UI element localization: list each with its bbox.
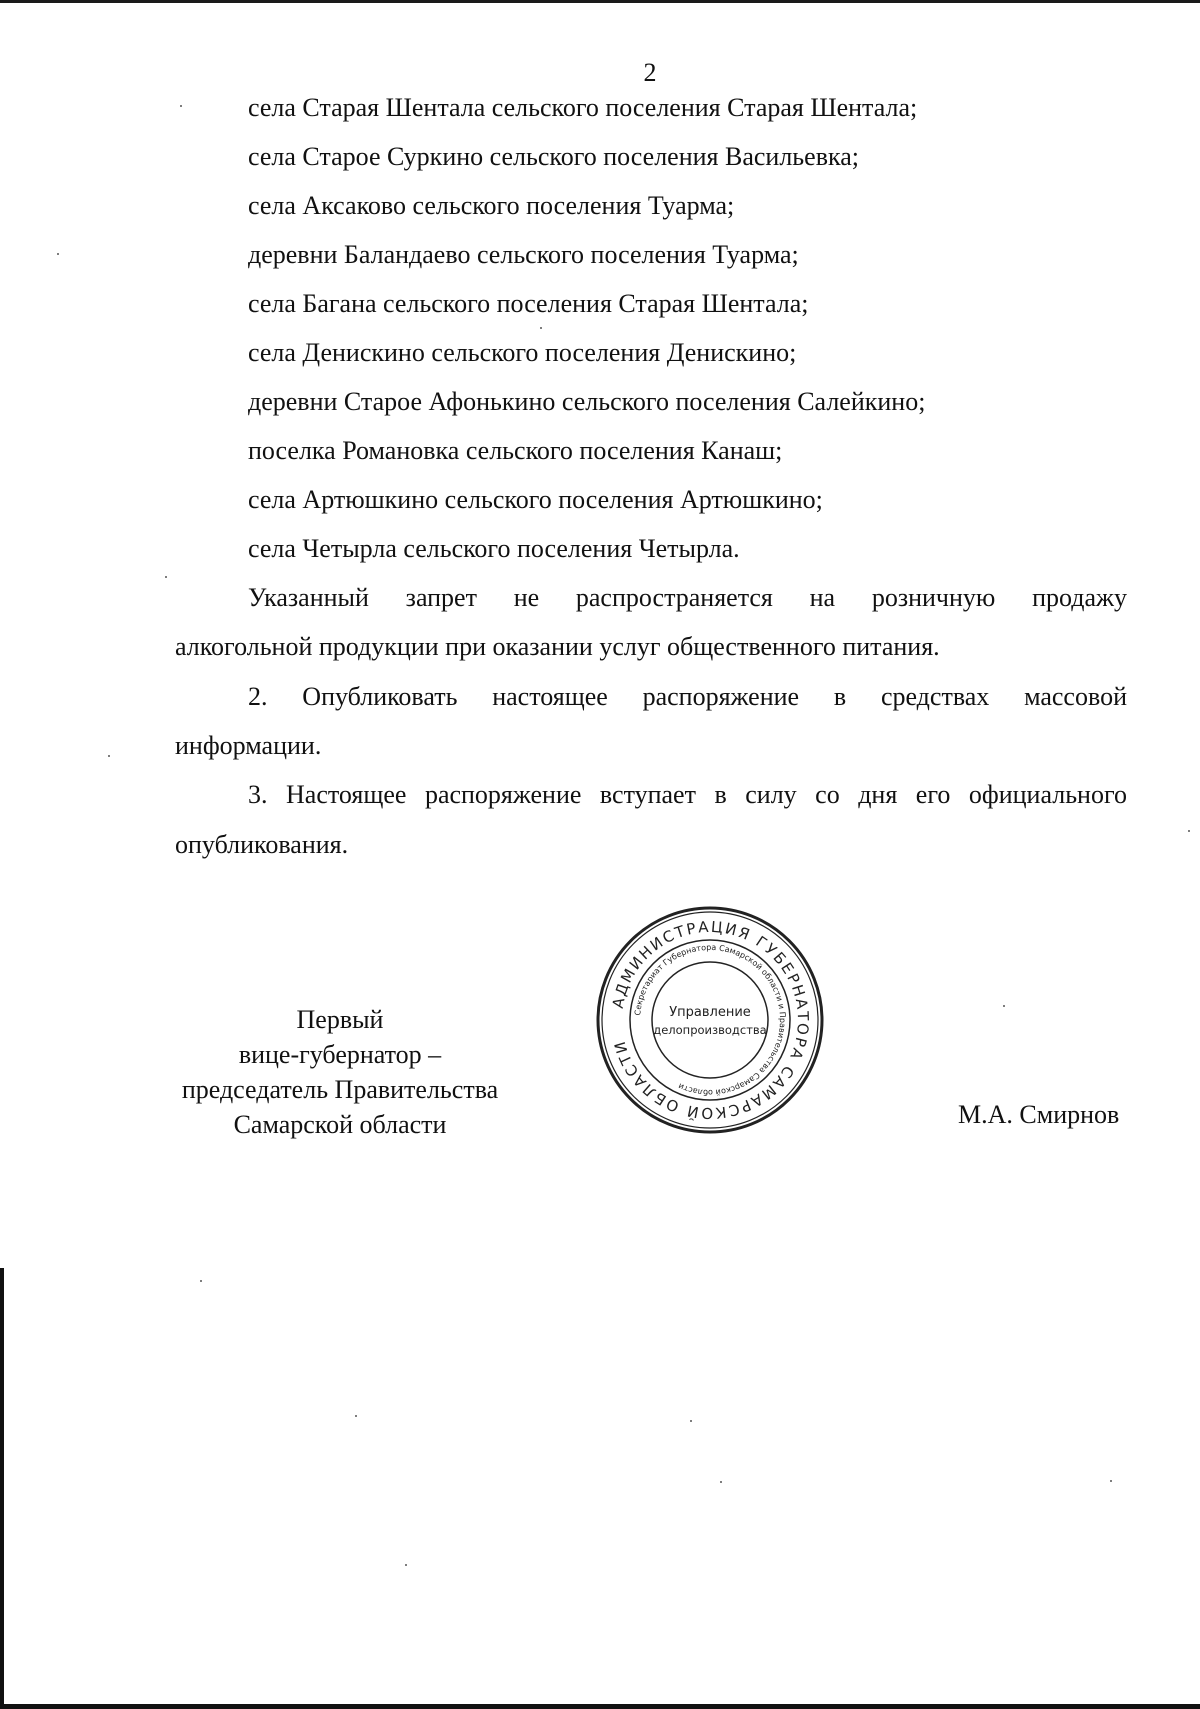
list-item: села Багана сельского поселения Старая Шентала; <box>248 289 809 318</box>
list-item: села Старая Шентала сельского поселения Старая Шентала; <box>248 93 918 122</box>
item2-line-1: 2. Опубликовать настоящее распоряжение в средствах массовой <box>248 682 1127 711</box>
seal-inner-text: Секретариат Губернатора Самарской области и Правительства Самарской области <box>633 942 788 1098</box>
seal-outer-ring <box>598 908 822 1132</box>
list-item: деревни Старое Афонькино сельского поселения Салейкино; <box>248 387 926 416</box>
list-item: деревни Баландаево сельского поселения Туарма; <box>248 240 799 269</box>
seal-outer-text: АДМИНИСТРАЦИЯ ГУБЕРНАТОРА САМАРСКОЙ ОБЛАСТИ <box>608 917 813 1123</box>
list-item: села Аксаково сельского поселения Туарма; <box>248 191 735 220</box>
seal-center-line-1: Управление <box>669 1005 751 1020</box>
position-line-2: вице-губернатор – <box>238 1040 442 1069</box>
item2-line-2: информации. <box>175 731 322 760</box>
official-seal <box>590 900 830 1140</box>
seal-center-line-2: делопроизводства <box>653 1023 767 1037</box>
list-item: поселка Романовка сельского поселения Канаш; <box>248 436 783 465</box>
seal-inner-ring <box>652 962 768 1078</box>
list-item: села Четырла сельского поселения Четырла. <box>248 534 740 563</box>
item3-line-2: опубликования. <box>175 830 349 859</box>
signatory-name: М.А. Смирнов <box>958 1100 1120 1129</box>
list-item: села Денискино сельского поселения Денискино; <box>248 338 797 367</box>
list-item: села Артюшкино сельского поселения Артюшкино; <box>248 485 823 514</box>
scan-top-edge <box>0 0 1200 3</box>
seal-middle-ring <box>630 940 790 1100</box>
list-item: села Старое Суркино сельского поселения Васильевка; <box>248 142 859 171</box>
position-line-1: Первый <box>296 1005 384 1034</box>
page-number: 2 <box>643 58 657 87</box>
item3-line-1: 3. Настоящее распоряжение вступает в силу со дня его официального <box>248 780 1127 809</box>
position-line-4: Самарской области <box>233 1110 447 1139</box>
exception-line-1: Указанный запрет не распространяется на розничную продажу <box>248 583 1127 612</box>
position-line-3: председатель Правительства <box>181 1075 499 1104</box>
exception-line-2: алкогольной продукции при оказании услуг общественного питания. <box>175 632 940 661</box>
scan-left-edge <box>0 1268 4 1709</box>
signatory-position <box>150 1002 530 1142</box>
scan-bottom-edge <box>0 1704 1200 1709</box>
